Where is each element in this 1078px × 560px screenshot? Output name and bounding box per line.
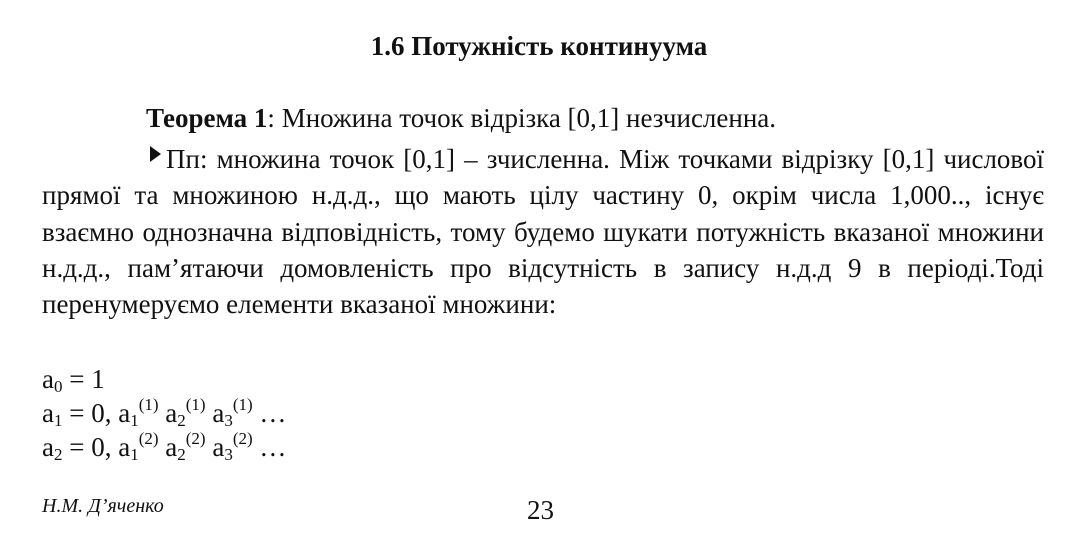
formula-superscript: (1) xyxy=(138,395,159,414)
formula-subscript: 3 xyxy=(224,445,233,464)
formula-eq: = 0, xyxy=(62,398,119,428)
digit-term: a xyxy=(118,432,131,462)
formula-superscript: (1) xyxy=(232,395,253,414)
digit-term: a xyxy=(165,432,178,462)
formula-subscript: 1 xyxy=(130,411,139,430)
theorem-label: Теорема 1 xyxy=(146,103,268,133)
formula-subscript: 1 xyxy=(53,411,63,430)
formula-superscript: (2) xyxy=(138,429,159,448)
formula-subscript: 2 xyxy=(177,411,186,430)
formula-line-2 xyxy=(42,430,286,464)
formula-subscript: 2 xyxy=(53,445,63,464)
theorem-statement xyxy=(146,100,776,136)
formula-line-1 xyxy=(42,396,286,430)
theorem-text: Множина точок відрізка [0,1] незчисленна. xyxy=(274,103,777,133)
formula-rest: = 1 xyxy=(62,364,105,394)
formula-subscript: 3 xyxy=(224,411,233,430)
right-triangle-icon xyxy=(150,146,161,162)
formula-subscript: 1 xyxy=(130,445,139,464)
digit-term: a xyxy=(165,398,178,428)
formula-line-0 xyxy=(42,362,286,396)
formula-subscript: 2 xyxy=(177,445,186,464)
digit-term: a xyxy=(212,398,225,428)
theorem-separator: : xyxy=(267,103,275,133)
page-number: 23 xyxy=(527,495,554,525)
formula-superscript: (2) xyxy=(185,429,206,448)
proof-text: Пп: множина точок [0,1] – зчисленна. Між точками відрізку [0,1] числової прямої та множиною н.д.д., що мають цілу частину 0, окрім числа 1,000.., існує взаємно однозначна відповідність, тому будемо шукати потужність вказаної множини н.д.д., пам’ятаючи домовленість про відсутність в запису н.д.д 9 в періоді.Тоді перенумеруємо елементи вказаної множини: xyxy=(42,144,1044,320)
digit-term: a xyxy=(118,398,131,428)
formula-eq: = 0, xyxy=(62,432,119,462)
author-footer: Н.М. Д’яченко xyxy=(42,495,164,517)
formula-var: a xyxy=(42,398,54,428)
ellipsis: … xyxy=(252,398,287,428)
formula-superscript: (1) xyxy=(185,395,206,414)
formula-subscript: 0 xyxy=(53,377,63,396)
section-heading: 1.6 Потужність континуума xyxy=(370,31,708,61)
ellipsis: … xyxy=(252,432,287,462)
digit-term: a xyxy=(212,432,225,462)
formula-var: a xyxy=(42,364,54,394)
formula-block xyxy=(42,362,286,464)
formula-var: a xyxy=(42,432,54,462)
formula-superscript: (2) xyxy=(232,429,253,448)
proof-paragraph xyxy=(42,141,1044,322)
